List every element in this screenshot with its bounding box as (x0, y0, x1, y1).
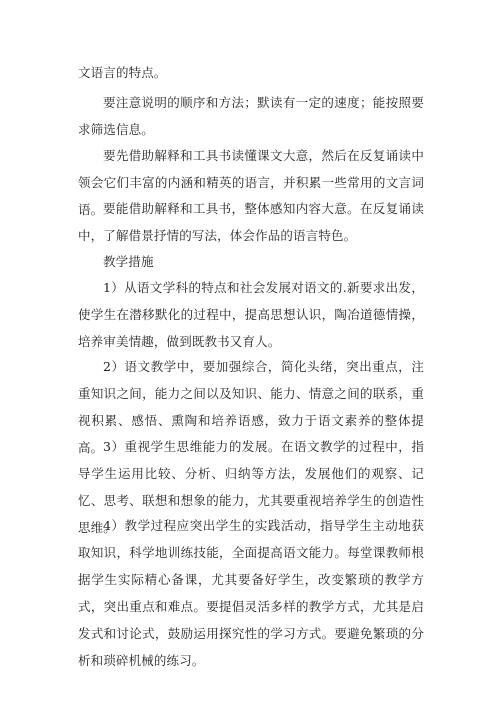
paragraph-continuation: 文语言的特点。 (78, 65, 167, 80)
measure-item-4: 4）教学过程应突出学生的实践活动，指导学生主动地获取知识，科学地训练技能，全面提高语文能力。每堂课教师根据学生实际精心备课，尤其要备好学生，改变繁琐的教学方式，突出重点和难点。要提倡灵活多样的教学方式，尤其是启发式和讨论式，鼓励运用探究性的学习方式。要避免繁琐的分析和琐碎机械的练习。 (78, 518, 424, 668)
section-heading-teaching-measures: 教学措施 (103, 254, 154, 269)
paragraph-classical-text-requirements: 要先借助解释和工具书读懂课文大意，然后在反复诵读中领会它们丰富的内涵和精英的语言，并积累一些常用的文言词语。 (78, 148, 424, 217)
measure-item-3: 3）重视学生思维能力的发展。在语文教学的过程中，指导学生运用比较、分析、归纳等方法，发展他们的观察、记忆、思考、联想和想象的能力，尤其要重视培养学生的创造性思维。 (78, 439, 424, 535)
paragraph-content-understanding: 要能借助解释和工具书，整体感知内容大意。在反复诵读中，了解借景抒情的写法，体会作品的语言特色。 (78, 201, 424, 243)
paragraph-reading-requirements: 要注意说明的顺序和方法；默读有一定的速度；能按照要求筛选信息。 (78, 95, 424, 137)
measure-item-2: 2）语文教学中，要加强综合，简化头绪，突出重点，注重知识之间，能力之间以及知识、能力、情意之间的联系，重视积累、感悟、熏陶和培养语感，致力于语文素养的整体提高。 (78, 359, 424, 455)
measure-item-1: 1）从语文学科的特点和社会发展对语文的.新要求出发，使学生在潜移默化的过程中，提高思想认识，陶冶道德情操，培养审美情趣，做到既教书又育人。 (78, 280, 424, 349)
